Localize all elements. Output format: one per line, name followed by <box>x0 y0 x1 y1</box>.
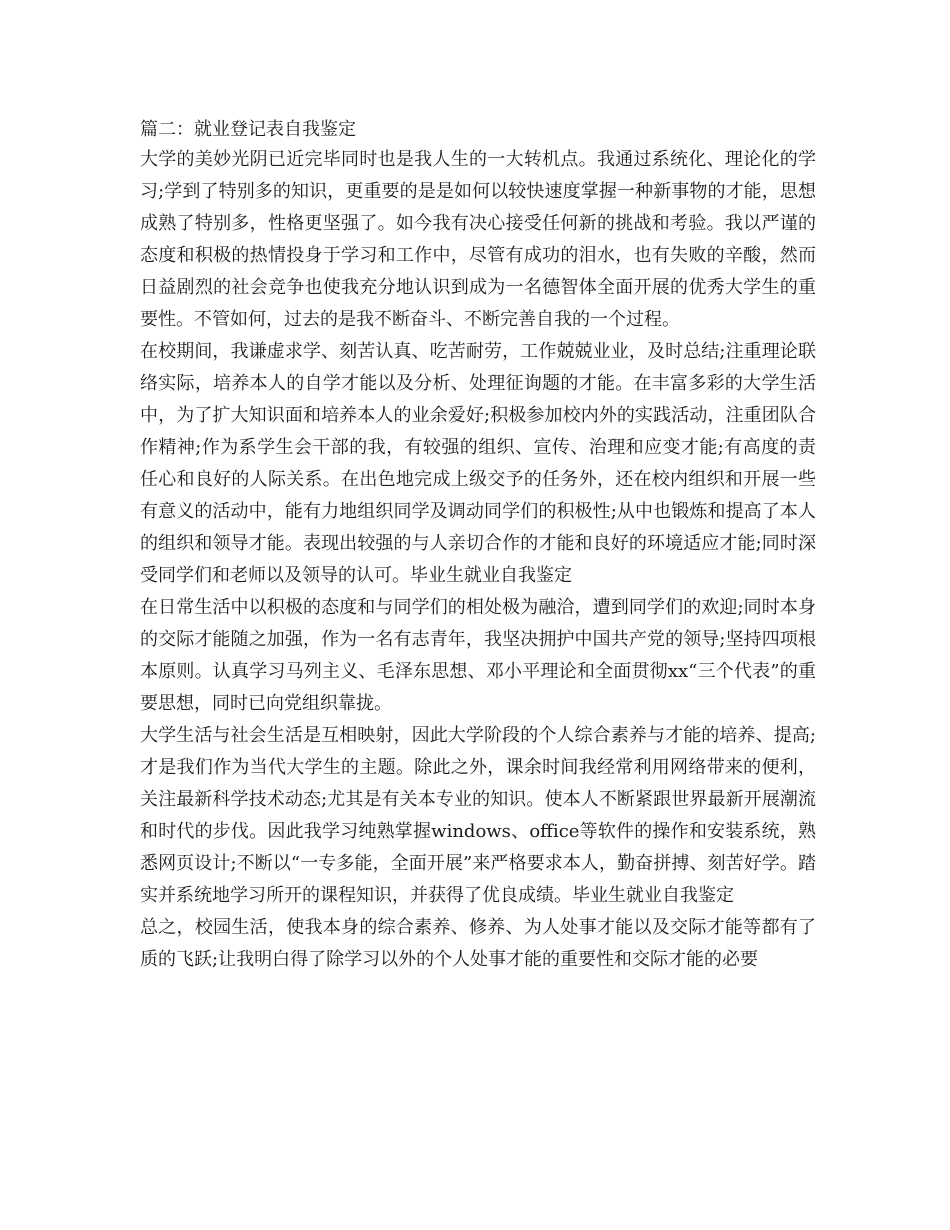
paragraph-4: 大学生活与社会生活是互相映射，因此大学阶段的个人综合素养与才能的培养、提高;才是我们作为当代大学生的主题。除此之外，课余时间我经常利用网络带来的便利，关注最新科学技术动态;尤其是有关本专业的知识。使本人不断紧跟世界最新开展潮流和时代的步伐。因此我学习纯熟掌握windows、office等软件的操作和安装系统，熟悉网页设计;不断以“一专多能，全面开展”来严格要求本人，勤奋拼搏、刻苦好学。踏实并系统地学习所开的课程知识，并获得了优良成绩。毕业生就业自我鉴定 <box>140 725 816 906</box>
paragraph-1: 大学的美妙光阴已近完毕同时也是我人生的一大转机点。我通过系统化、理论化的学习;学到了特别多的知识，更重要的是是如何以较快速度掌握一种新事物的才能，思想成熟了特别多，性格更坚强了。如今我有决心接受任何新的挑战和考验。我以严谨的态度和积极的热情投身于学习和工作中，尽管有成功的泪水，也有失败的辛酸，然而日益剧烈的社会竞争也使我充分地认识到成为一名德智体全面开展的优秀大学生的重要性。不管如何，过去的是我不断奋斗、不断完善自我的一个过程。 <box>140 149 816 330</box>
paragraph-3: 在日常生活中以积极的态度和与同学们的相处极为融洽，遭到同学们的欢迎;同时本身的交际才能随之加强，作为一名有志青年，我坚决拥护中国共产党的领导;坚持四项根本原则。认真学习马列主义、毛泽东思想、邓小平理论和全面贯彻xx“三个代表”的重要思想，同时已向党组织靠拢。 <box>140 597 816 714</box>
document-body <box>140 116 816 976</box>
section-heading: 篇二：就业登记表自我鉴定 <box>140 119 356 140</box>
paragraph-5: 总之，校园生活，使我本身的综合素养、修养、为人处事才能以及交际才能等都有了质的飞跃;让我明白得了除学习以外的个人处事才能的重要性和交际才能的必要 <box>140 917 816 970</box>
paragraph-2: 在校期间，我谦虚求学、刻苦认真、吃苦耐劳，工作兢兢业业，及时总结;注重理论联络实际，培养本人的自学才能以及分析、处理征询题的才能。在丰富多彩的大学生活中，为了扩大知识面和培养本人的业余爱好;积极参加校内外的实践活动，注重团队合作精神;作为系学生会干部的我，有较强的组织、宣传、治理和应变才能;有高度的责任心和良好的人际关系。在出色地完成上级交予的任务外，还在校内组织和开展一些有意义的活动中，能有力地组织同学及调动同学们的积极性;从中也锻炼和提高了本人的组织和领导才能。表现出较强的与人亲切合作的才能和良好的环境适应才能;同时深受同学们和老师以及领导的认可。毕业生就业自我鉴定 <box>140 341 816 586</box>
